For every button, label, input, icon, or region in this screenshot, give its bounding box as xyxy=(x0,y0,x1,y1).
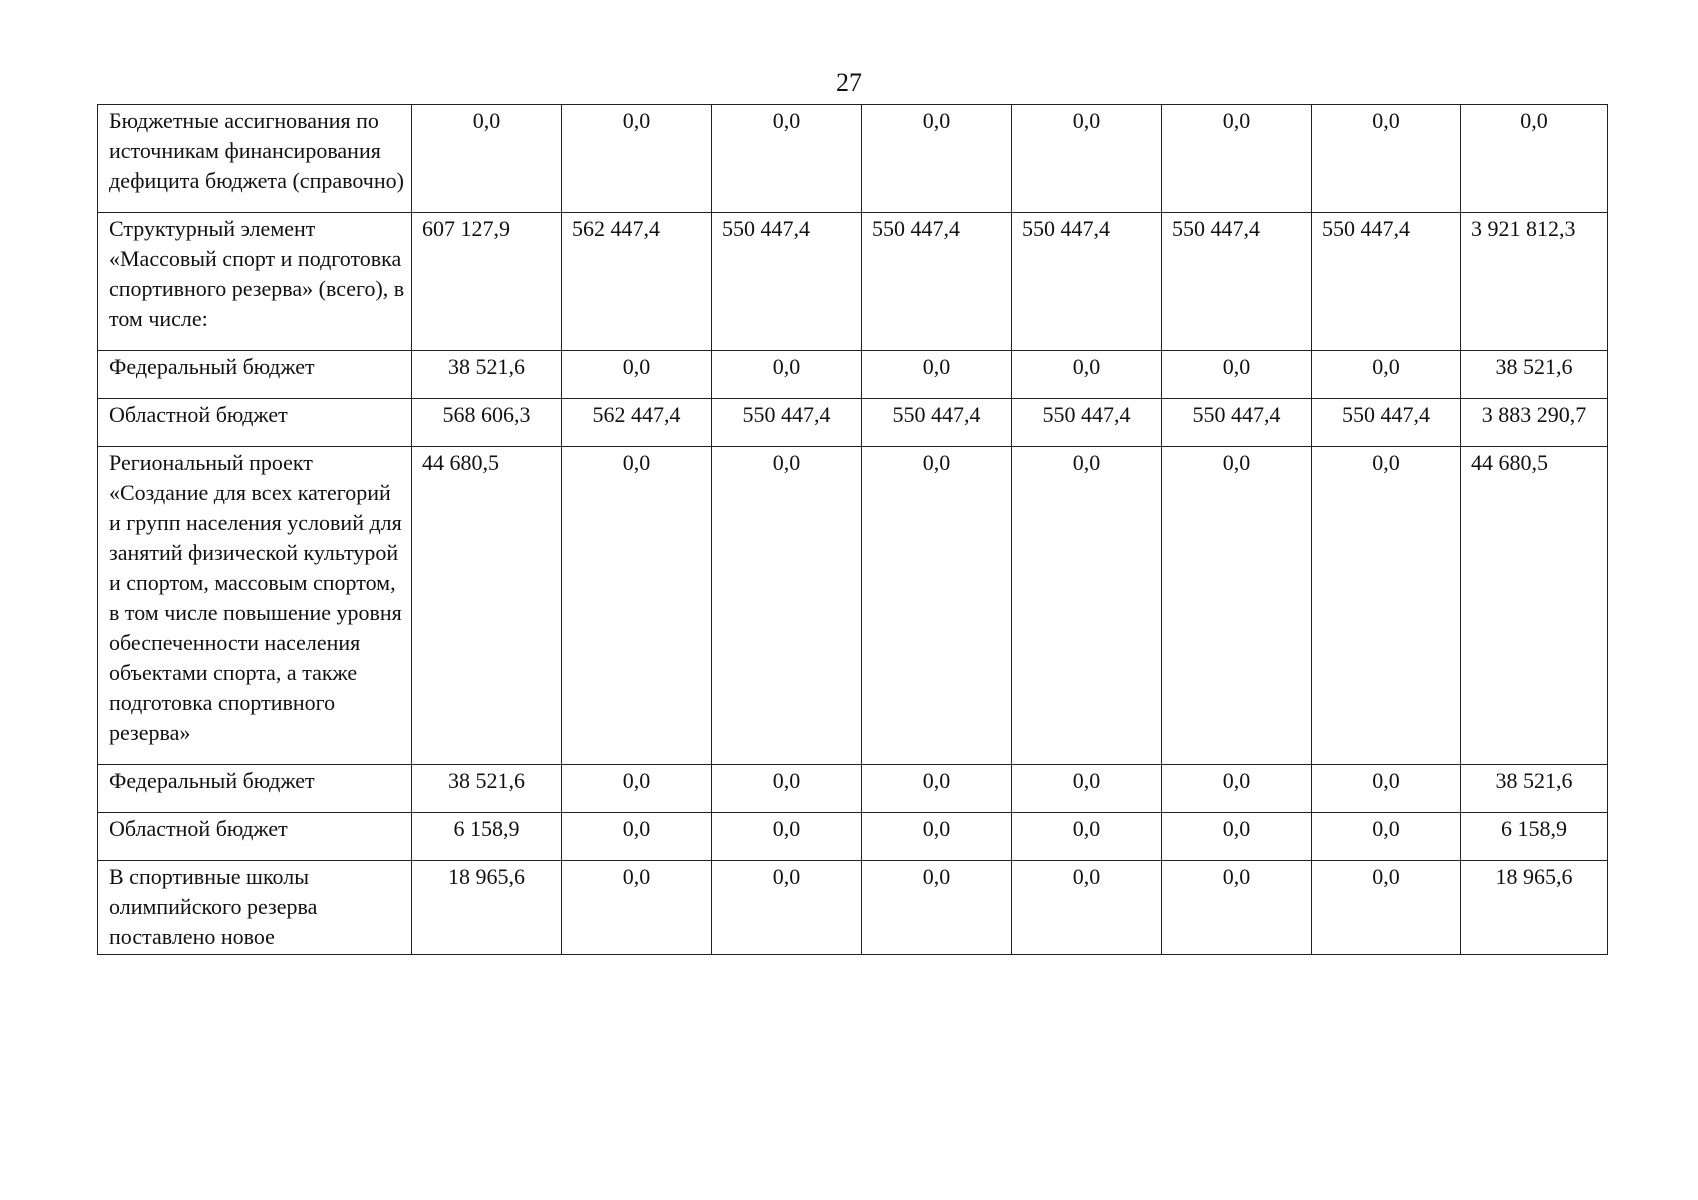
value-cell: 0,0 xyxy=(1162,861,1312,955)
value-cell: 0,0 xyxy=(562,351,712,399)
value-cell: 0,0 xyxy=(712,105,862,213)
value-cell: 0,0 xyxy=(862,105,1012,213)
value-cell: 0,0 xyxy=(862,813,1012,861)
row-label: Бюджетные ассигнования по источникам финансирования дефицита бюджета (справочно) xyxy=(98,105,412,213)
value-cell: 0,0 xyxy=(562,765,712,813)
value-cell: 0,0 xyxy=(1312,447,1461,765)
value-cell: 0,0 xyxy=(712,447,862,765)
value-cell: 0,0 xyxy=(1012,813,1162,861)
total-cell: 3 883 290,7 xyxy=(1461,399,1608,447)
value-cell: 550 447,4 xyxy=(712,213,862,351)
value-cell: 607 127,9 xyxy=(412,213,562,351)
row-label: В спортивные школы олимпийского резерва поставлено новое xyxy=(98,861,412,955)
budget-table xyxy=(97,104,1608,955)
value-cell: 0,0 xyxy=(1012,765,1162,813)
value-cell: 562 447,4 xyxy=(562,213,712,351)
row-label: Областной бюджет xyxy=(98,399,412,447)
value-cell: 0,0 xyxy=(1312,861,1461,955)
value-cell: 0,0 xyxy=(712,813,862,861)
value-cell: 0,0 xyxy=(562,105,712,213)
row-label: Федеральный бюджет xyxy=(98,765,412,813)
value-cell: 550 447,4 xyxy=(1012,399,1162,447)
value-cell: 562 447,4 xyxy=(562,399,712,447)
value-cell: 0,0 xyxy=(562,813,712,861)
table-row xyxy=(98,399,1608,447)
value-cell: 0,0 xyxy=(1012,861,1162,955)
value-cell: 18 965,6 xyxy=(412,861,562,955)
value-cell: 0,0 xyxy=(1162,813,1312,861)
table-row xyxy=(98,861,1608,955)
value-cell: 550 447,4 xyxy=(862,399,1012,447)
page-number: 27 xyxy=(836,68,862,97)
table-row xyxy=(98,213,1608,351)
total-cell: 38 521,6 xyxy=(1461,765,1608,813)
value-cell: 0,0 xyxy=(412,105,562,213)
value-cell: 0,0 xyxy=(562,447,712,765)
value-cell: 38 521,6 xyxy=(412,351,562,399)
value-cell: 0,0 xyxy=(862,447,1012,765)
table-row xyxy=(98,105,1608,213)
value-cell: 0,0 xyxy=(562,861,712,955)
total-cell: 18 965,6 xyxy=(1461,861,1608,955)
table-row xyxy=(98,813,1608,861)
value-cell: 550 447,4 xyxy=(712,399,862,447)
value-cell: 0,0 xyxy=(1162,447,1312,765)
value-cell: 550 447,4 xyxy=(1012,213,1162,351)
total-cell: 6 158,9 xyxy=(1461,813,1608,861)
value-cell: 550 447,4 xyxy=(862,213,1012,351)
total-cell: 3 921 812,3 xyxy=(1461,213,1608,351)
value-cell: 44 680,5 xyxy=(412,447,562,765)
value-cell: 568 606,3 xyxy=(412,399,562,447)
total-cell: 44 680,5 xyxy=(1461,447,1608,765)
row-label: Областной бюджет xyxy=(98,813,412,861)
value-cell: 0,0 xyxy=(1312,813,1461,861)
value-cell: 6 158,9 xyxy=(412,813,562,861)
table-row xyxy=(98,447,1608,765)
value-cell: 0,0 xyxy=(1012,351,1162,399)
value-cell: 0,0 xyxy=(1312,765,1461,813)
row-label: Структурный элемент «Массовый спорт и подготовка спортивного резерва» (всего), в том числе: xyxy=(98,213,412,351)
value-cell: 0,0 xyxy=(712,351,862,399)
value-cell: 0,0 xyxy=(1162,351,1312,399)
value-cell: 0,0 xyxy=(1162,765,1312,813)
value-cell: 0,0 xyxy=(712,861,862,955)
value-cell: 0,0 xyxy=(1012,447,1162,765)
value-cell: 550 447,4 xyxy=(1312,213,1461,351)
value-cell: 0,0 xyxy=(712,765,862,813)
total-cell: 0,0 xyxy=(1461,105,1608,213)
row-label: Федеральный бюджет xyxy=(98,351,412,399)
total-cell: 38 521,6 xyxy=(1461,351,1608,399)
value-cell: 38 521,6 xyxy=(412,765,562,813)
value-cell: 0,0 xyxy=(862,351,1012,399)
value-cell: 550 447,4 xyxy=(1312,399,1461,447)
value-cell: 0,0 xyxy=(1162,105,1312,213)
value-cell: 0,0 xyxy=(862,861,1012,955)
value-cell: 550 447,4 xyxy=(1162,399,1312,447)
value-cell: 0,0 xyxy=(1012,105,1162,213)
value-cell: 550 447,4 xyxy=(1162,213,1312,351)
table-row xyxy=(98,765,1608,813)
row-label: Региональный проект «Создание для всех категорий и групп населения условий для занятий физической культурой и спортом, массовым спортом, в том числе повышение уровня обеспеченности населения объектами спорта, а также подготовка спортивного резерва» xyxy=(98,447,412,765)
value-cell: 0,0 xyxy=(1312,351,1461,399)
value-cell: 0,0 xyxy=(862,765,1012,813)
table-row xyxy=(98,351,1608,399)
value-cell: 0,0 xyxy=(1312,105,1461,213)
